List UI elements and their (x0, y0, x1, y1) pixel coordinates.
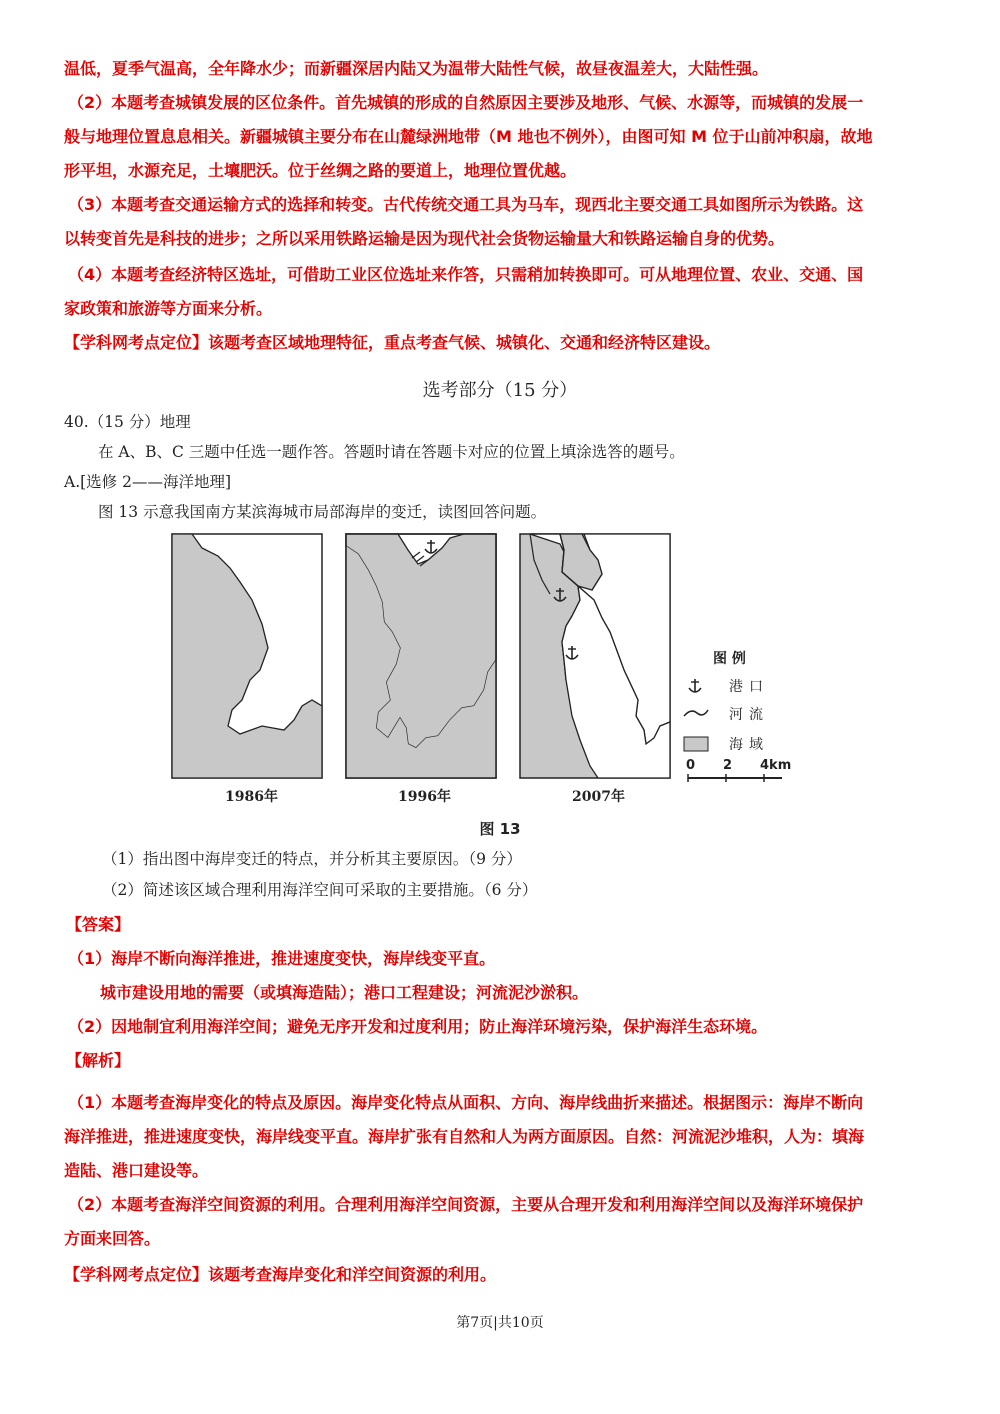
text-line: 家政策和旅游等方面来分析。 (64, 299, 273, 318)
legend-title: 图 例 (713, 651, 746, 667)
question-option: A.[选修 2——海洋地理] (64, 473, 232, 491)
map-1986 (172, 534, 322, 778)
text-line: 温低，夏季气温高，全年降水少；而新疆深居内陆又为温带大陆性气候，故昼夜温差大，大陆性强。 (64, 59, 769, 78)
map-year-label: 1986年 (225, 789, 278, 805)
sea-swatch-icon (683, 734, 709, 754)
text-line: （4）本题考查经济特区选址，可借助工业区位选址来作答，只需稍加转换即可。可从地理位置、农业、交通、国 (68, 265, 864, 284)
map-2007 (520, 534, 670, 778)
text-line: （2）本题考查城镇发展的区位条件。首先城镇的形成的自然原因主要涉及地形、气候、水源等，而城镇的发展一 (68, 93, 864, 112)
river-line-icon (683, 704, 709, 724)
question-instruction: 在 A、B、C 三题中任选一题作答。答题时请在答题卡对应的位置上填涂选答的题号。 (98, 443, 685, 461)
page-footer: 第7页|共10页 (456, 1315, 544, 1331)
map-year-label: 1996年 (398, 789, 451, 805)
analysis-line: （2）本题考查海洋空间资源的利用。合理利用海洋空间资源，主要从合理开发和利用海洋空间以及海洋环境保护 (68, 1195, 864, 1214)
analysis-line: 方面来回答。 (64, 1229, 161, 1248)
text-line: 般与地理位置息息相关。新疆城镇主要分布在山麓绿洲地带（M 地也不例外），由图可知 M 位于山前冲积扇，故地 (64, 127, 873, 146)
analysis-line: 造陆、港口建设等。 (64, 1161, 209, 1180)
legend-item (683, 734, 803, 756)
scale-label: 2 (723, 758, 733, 773)
text-line: 以转变首先是科技的进步；之所以采用铁路运输是因为现代社会货物运输量大和铁路运输自身的优势。 (64, 229, 785, 248)
scale-label: 0 (686, 758, 696, 773)
question-item: （2）简述该区域合理利用海洋空间可采取的主要措施。（6 分） (102, 881, 538, 899)
scale-bar (686, 760, 806, 782)
analysis-line: 海洋推进，推进速度变快，海岸线变平直。海岸扩张有自然和人为两方面原因。自然：河流泥沙堆积，人为：填海 (64, 1127, 865, 1146)
text-line: （3）本题考查交通运输方式的选择和转变。古代传统交通工具为马车，现西北主要交通工具如图所示为铁路。这 (68, 195, 864, 214)
text-line: 形平坦，水源充足，土壤肥沃。位于丝绸之路的要道上，地理位置优越。 (64, 161, 577, 180)
question-header: 40.（15 分）地理 (64, 413, 191, 431)
question-intro: 图 13 示意我国南方某滨海城市局部海岸的变迁，读图回答问题。 (98, 503, 547, 521)
map-year-label: 2007年 (572, 789, 625, 805)
map-1996 (346, 534, 496, 778)
answer-line: 城市建设用地的需要（或填海造陆）；港口工程建设；河流泥沙淤积。 (100, 983, 589, 1002)
scale-bar-line (686, 774, 786, 782)
kaodian-line: 【学科网考点定位】该题考查区域地理特征，重点考查气候、城镇化、交通和经济特区建设。 (64, 333, 721, 352)
section-title: 选考部分（15 分） (422, 380, 578, 401)
answer-line: （2）因地制宜利用海洋空间；避免无序开发和过度利用；防止海洋环境污染，保护海洋生态环境。 (68, 1017, 768, 1036)
legend-label: 河流 (729, 707, 769, 723)
question-item: （1）指出图中海岸变迁的特点，并分析其主要原因。（9 分） (102, 850, 522, 868)
analysis-label: 【解析】 (66, 1051, 131, 1070)
kaodian-line: 【学科网考点定位】该题考查海岸变化和洋空间资源的利用。 (64, 1265, 497, 1284)
scale-label: 4km (760, 758, 792, 773)
legend-label: 港口 (729, 679, 769, 695)
figure-caption: 图 13 (479, 820, 521, 838)
answer-label: 【答案】 (66, 915, 131, 934)
legend-item (683, 676, 803, 698)
legend-label: 海域 (729, 737, 769, 753)
legend-item (683, 704, 803, 726)
answer-line: （1）海岸不断向海洋推进，推进速度变快，海岸线变平直。 (68, 949, 496, 968)
anchor-icon (683, 676, 709, 696)
analysis-line: （1）本题考查海岸变化的特点及原因。海岸变化特点从面积、方向、海岸线曲折来描述。根据图示：海岸不断向 (68, 1093, 864, 1112)
